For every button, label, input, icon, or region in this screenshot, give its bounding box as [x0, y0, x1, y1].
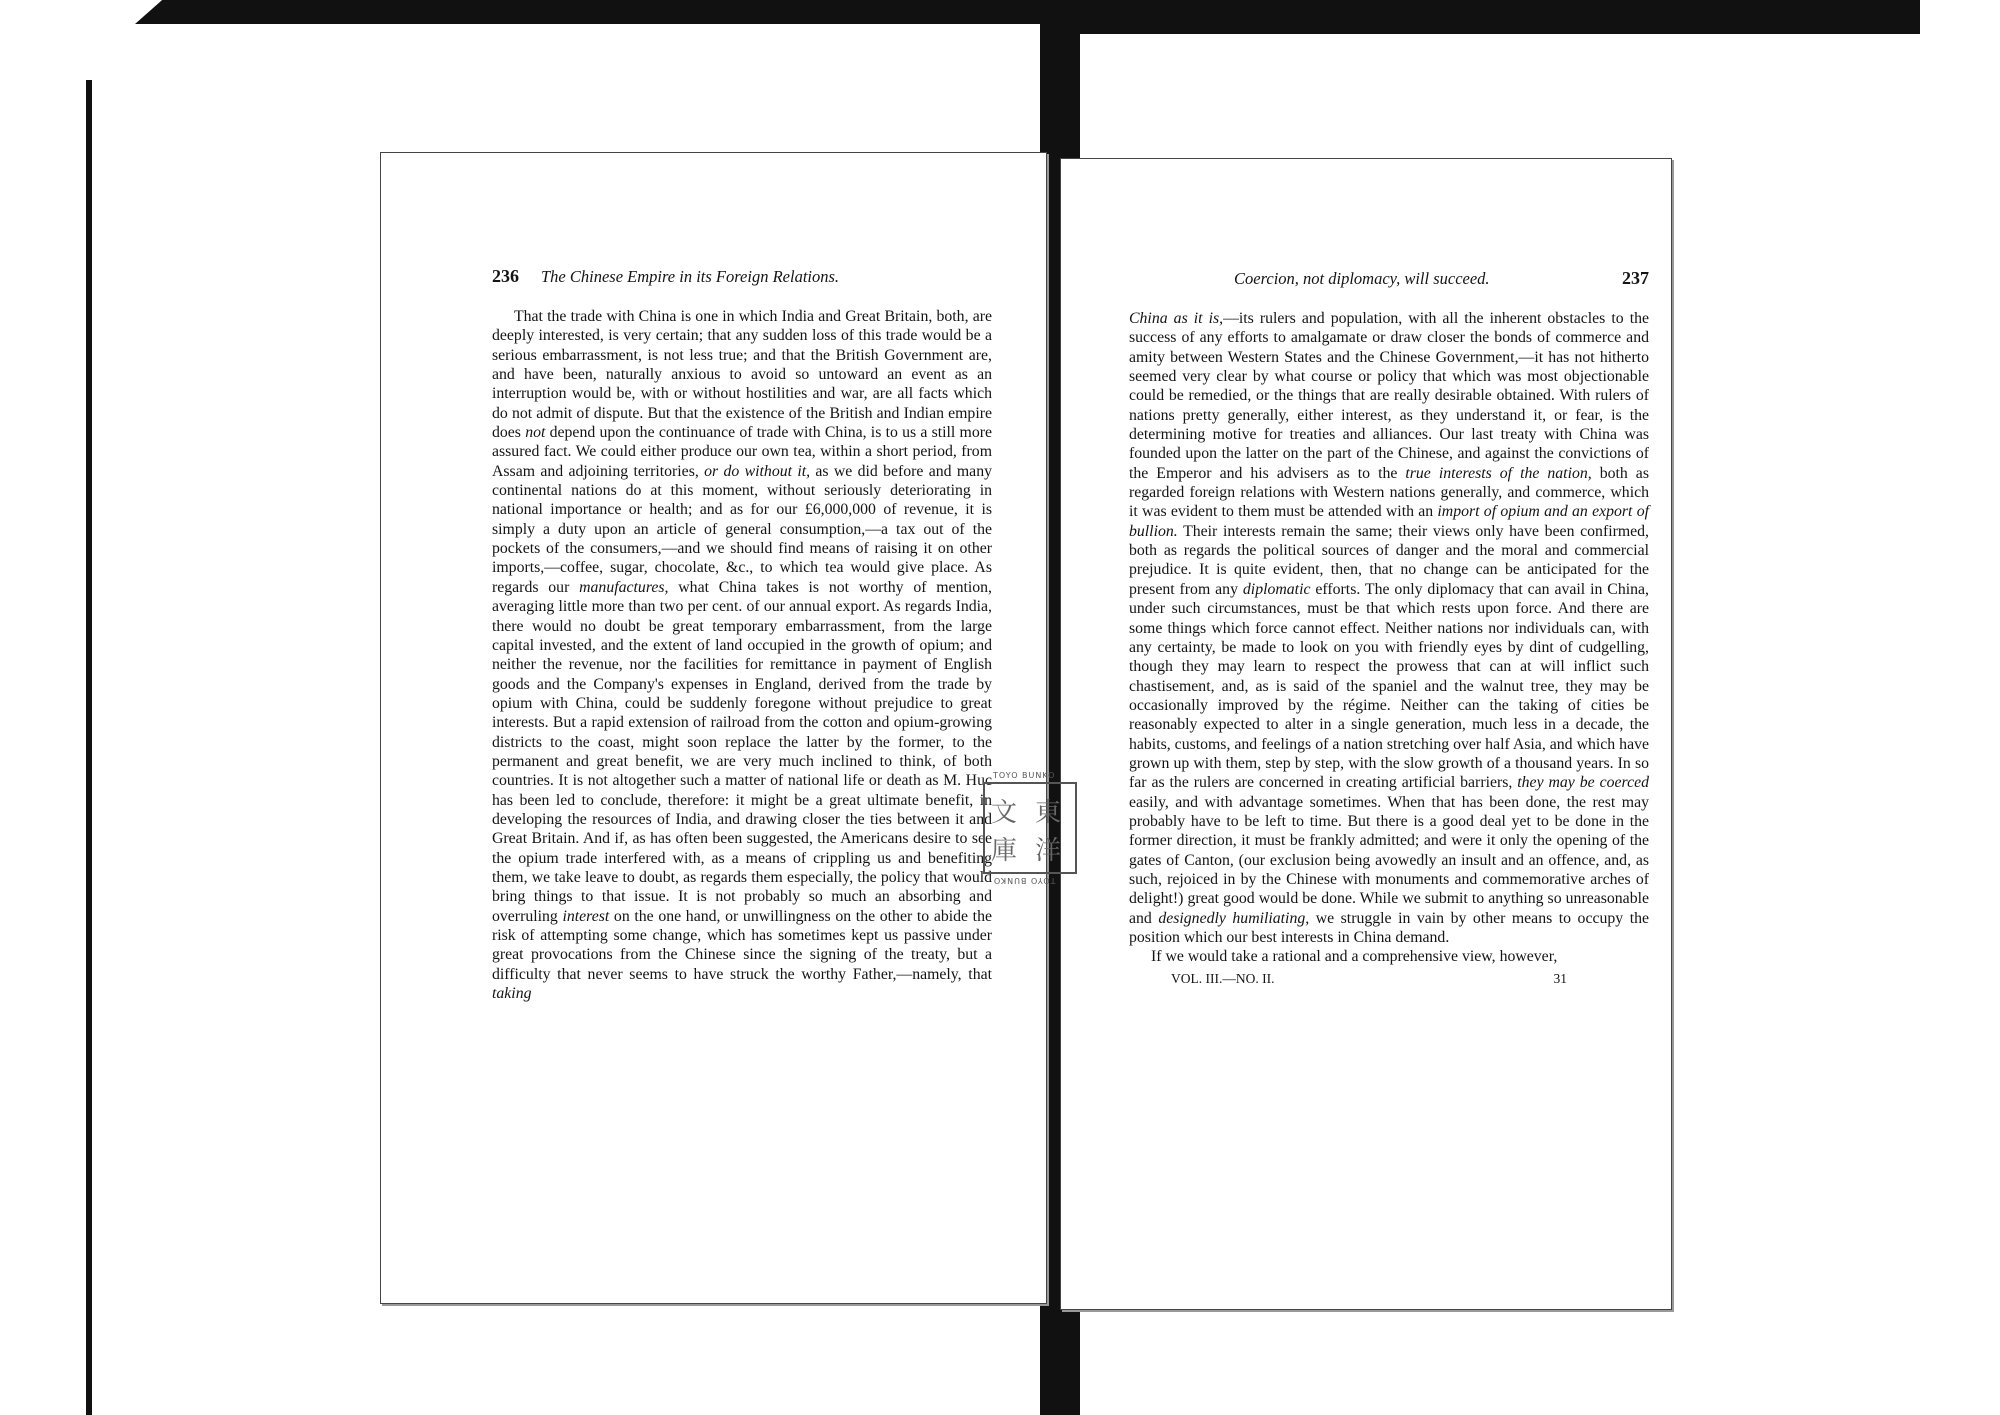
text-run: That the trade with China is one in which India and Great Britain, both, are deeply interested, is very certain; that any sudden loss of this trade would be a serious embarrassment, is not less true; and that the British Government are, and have been, naturally anxious to avoid so untoward an event as an interruption would be, with or without hostilities and war, are all facts which do not admit of dispute. But that the existence of the British and Indian empire does [492, 308, 992, 442]
right-page [1060, 158, 1672, 1310]
italic-text: true interests of the nation, [1405, 464, 1592, 482]
text-run: easily, and with advantage sometimes. When that has been done, the rest may probably have to be left to time. But there is a good deal yet to be done in the former direction, it must be frankly admitted; and were it only the opening of the gates of Canton, (our exclusion being avowedly an insult and an offence, and, as such, rejoiced in by the Chinese with monuments and commemorative arches of delight!) great good would be done. While we submit to anything so unreasonable and [1129, 793, 1649, 927]
italic-text: not [525, 424, 546, 442]
stamp-char-4: 洋 [1035, 836, 1062, 866]
library-stamp [983, 771, 1077, 885]
stamp-char-3: 庫 [991, 836, 1018, 866]
left-body-text [492, 307, 992, 1003]
text-run: If we would take a rational and a comprehensive view, however, [1151, 948, 1558, 966]
text-run: as we did before and many continental nations do at this moment, without seriously deteriorating in national importance or health; and as for our £6,000,000 of revenue, it is simply a duty upon an article of general consumption,—a tax out of the pockets of the consumers,—and we should find means of raising it on other imports,—coffee, sugar, chocolate, &c., to which tea would give place. As regards our [492, 462, 992, 596]
stamp-top-text: TOYO BUNKO [993, 771, 1056, 780]
scan-left-edge [86, 80, 92, 1415]
left-running-title: The Chinese Empire in its Foreign Relations. [541, 267, 840, 286]
text-run: depend upon the continuance of trade with China, is to us a still more assured fact. We could either produce our own tea, within a short period, from Assam and adjoining territories, [492, 424, 993, 480]
italic-text: China as it is, [1129, 310, 1224, 327]
left-paragraph [492, 307, 992, 1003]
right-paragraph [1129, 309, 1649, 947]
italic-text: taking [492, 985, 532, 1003]
right-running-head [1129, 268, 1649, 289]
italic-text: interest [562, 907, 610, 925]
text-run: —its rulers and population, with all the inherent obstacles to the success of any efforts to amalgamate or draw closer the bonds of commerce and amity between Western States and the Chinese Government,—it has not hitherto seemed very clear by what course or policy that which was most objectionable could be remedied, or the things that are really desirable obtained. With rulers of nations pretty generally, either interest, as they understand it, or fear, is the determining motive for treaties and alliances. Our last treaty with China was founded upon the latter on the part of the Chinese, and against the convictions of the Emperor and his advisers as to the [1129, 310, 1649, 482]
right-running-title: Coercion, not diplomacy, will succeed. [1234, 269, 1490, 288]
italic-text: or do without it, [704, 462, 811, 480]
right-page-content [1129, 268, 1649, 987]
italic-text: manufactures, [579, 578, 669, 596]
italic-text: import of opium and an export of bullion. [1129, 503, 1649, 540]
right-paragraph [1129, 947, 1649, 966]
text-run: Their interests remain the same; their views only have been confirmed, both as regards the political sources of danger and the moral and commercial prejudice. It is quite evident, then, that no change can be anticipated for the present from any [1129, 522, 1649, 598]
text-run: efforts. The only diplomacy that can avail in China, under such circumstances, must be that which rests upon force. And there are some things which force cannot effect. Neither nations nor individuals can, with any certainty, be made to look on you with friendly eyes by dint of cudgelling, though they may learn to respect the prowess that can at will inflict such chastisement, and, as is said of the spaniel and the walnut tree, they may be occasionally improved by the régime. Neither can the taking of cities be reasonably expected to alter in a single generation, much less in a decade, the habits, customs, and feelings of a nation stretching over half Asia, and which have grown up with them, step by step, with the slow growth of a thousand years. In so far as the rulers are concerned in creating artificial barriers, [1129, 580, 1649, 792]
left-running-head [492, 266, 992, 287]
text-run: we struggle in vain by other means to occupy the position which our best interests in China demand. [1129, 909, 1649, 946]
text-run: what China takes is not worthy of mention, averaging little more than two per cent. of our annual export. As regards India, there would no doubt be great temporary embarrassment, from the large capital invested, and the extent of land occupied in the growth of opium; and neither the revenue, nor the facilities for remittance in payment of English goods and the Company's expenses in England, derived from the trade by opium with China, could be suddenly foregone without prejudice to great interests. But a rapid extension of railroad from the cotton and opium-growing districts to the coast, might soon replace the latter by the former, to the permanent and great benefit, we are very much inclined to think, of both countries. It is not altogether such a matter of national life or death as M. Huc has been led to conclude, therefore: it might be a great ultimate benefit, in developing the resources of India, and drawing closer the ties between it and Great Britain. And if, as has often been suggested, the Americans desire to see the opium trade interfered with, as a means of crippling us and benefiting them, we take leave to doubt, as regards them especially, the policy that would bring things to that issue. It is not probably so much an absorbing and overruling [492, 578, 992, 925]
signature-mark: VOL. III.—NO. II. [1171, 970, 1275, 986]
stamp-bottom-text: TOYO BUNKO [993, 876, 1056, 885]
right-page-footer [1129, 971, 1649, 987]
left-page-content [492, 266, 992, 1003]
text-run: both as regarded foreign relations with Western nations generally, and commerce, which it was evident to them must be attended with an [1129, 464, 1649, 521]
text-run: on the one hand, or unwillingness on the other to abide the risk of attempting some change, which has sometimes kept us passive under great provocations from the Chinese since the signing of the treaty, but a difficulty that never seems to have struck the worthy Father,—namely, that [492, 907, 992, 983]
italic-text: designedly humiliating, [1158, 909, 1310, 927]
stamp-char-2: 東 [1035, 798, 1062, 828]
sheet-number: 31 [1553, 970, 1567, 986]
italic-text: they may be coerced [1517, 774, 1649, 792]
right-body-text [1129, 309, 1649, 967]
left-page [380, 152, 1047, 1304]
stamp-char-1: 文 [991, 798, 1018, 828]
right-page-number: 237 [1622, 268, 1649, 288]
scan-top-left-band [135, 0, 1040, 24]
italic-text: diplomatic [1242, 580, 1311, 598]
left-page-number: 236 [492, 266, 519, 286]
scan-top-right-band [1080, 0, 1920, 34]
